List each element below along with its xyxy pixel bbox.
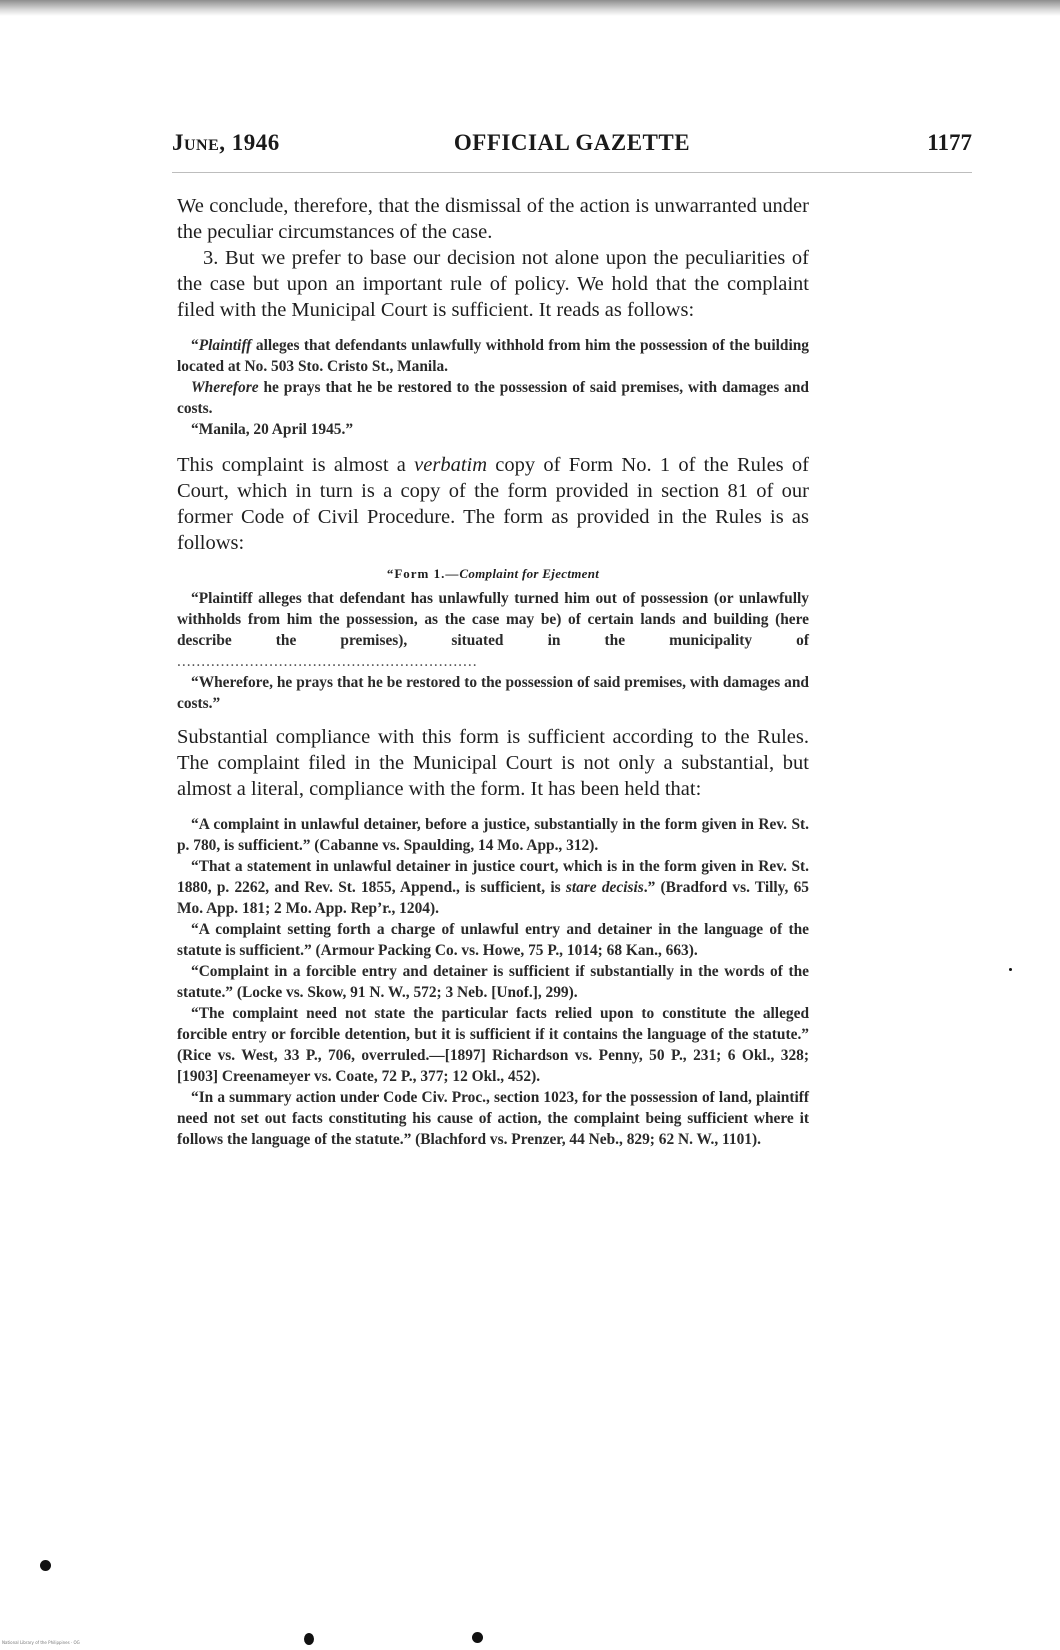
form-line: “Plaintiff alleges that defendant has unlawfully turned him out of possession (or unlawfully withholds from him the possession, as the case may be) of certain lands and building (here describe the premises), situated in the municipality of ..............................................................	[177, 590, 809, 670]
citation: “A complaint in unlawful detainer, before a justice, substantially in the form given in Rev. St. p. 780, is sufficient.” (Cabanne vs. Spaulding, 14 Mo. App., 312).	[177, 816, 809, 854]
paragraph-policy: 3. But we prefer to base our decision not alone upon the peculiarities of the case but upon an important rule of policy. We hold that the complaint filed with the Municipal Court is sufficient. It reads as follows:	[177, 247, 809, 321]
quote-line: Wherefore he prays that he be restored to the possession of said premises, with damages and costs.	[177, 379, 809, 417]
citation: “A complaint setting forth a charge of unlawful entry and detainer in the language of the statute is sufficient.” (Armour Packing Co. vs. Howe, 75 P., 1014; 68 Kan., 663).	[177, 921, 809, 959]
scan-footer-note: National Library of the Philippines · OG	[2, 1640, 80, 1645]
citation: “The complaint need not state the particular facts relied upon to constitute the alleged forcible entry or forcible detention, but it is sufficient if it contains the language of the statute.” (Rice vs. West, 33 P., 706, overruled.—[1897] Richardson vs. Penny, 50 P., 231; 6 Okl., 328; [1903] Creenameyer vs. Coate, 72 P., 377; 12 Okl., 452).	[177, 1005, 809, 1085]
scan-speck	[304, 1633, 314, 1645]
quote-line: “Plaintiff alleges that defendants unlawfully withhold from him the possession of the building located at No. 503 Sto. Cristo St., Manila.	[177, 337, 809, 375]
scan-speck	[1009, 968, 1012, 971]
paragraph-conclusion: We conclude, therefore, that the dismissal of the action is unwarranted under the peculiar circumstances of the case.	[177, 195, 809, 243]
header-date: June, 1946	[172, 130, 280, 155]
citation: “Complaint in a forcible entry and detainer is sufficient if substantially in the words of the statute.” (Locke vs. Skow, 91 N. W., 572; 3 Neb. [Unof.], 299).	[177, 963, 809, 1001]
scan-speck	[40, 1560, 51, 1571]
scan-top-edge	[0, 0, 1060, 16]
form-title: “Form 1.—Complaint for Ejectment	[386, 566, 600, 581]
header-title: OFFICIAL GAZETTE	[453, 130, 691, 155]
paragraph-substantial-compliance: Substantial compliance with this form is sufficient according to the Rules. The complaint filed in the Municipal Court is not only a substantial, but almost a literal, compliance with the form. It has been held that:	[177, 726, 809, 800]
form-line: “Wherefore, he prays that he be restored to the possession of said premises, with damages and costs.”	[177, 674, 809, 712]
citation: “In a summary action under Code Civ. Proc., section 1023, for the possession of land, plaintiff need not set out facts constituting his cause of action, the complaint being sufficient where it follows the language of the statute.” (Blachford vs. Prenzer, 44 Neb., 829; 62 N. W., 1101).	[177, 1089, 809, 1148]
page-number: 1177	[927, 130, 972, 155]
citation: “That a statement in unlawful detainer in justice court, which is in the form given in Rev. St. 1880, p. 2262, and Rev. St. 1855, Append., is sufficient, is stare decisis.” (Bradford vs. Tilly, 65 Mo. App. 181; 2 Mo. App. Rep’r., 1204).	[177, 858, 809, 917]
quote-line: “Manila, 20 April 1945.”	[191, 421, 354, 438]
quoted-complaint	[177, 335, 809, 440]
header-rule	[172, 172, 972, 173]
paragraph-form-reference: This complaint is almost a verbatim copy of Form No. 1 of the Rules of Court, which in turn is a copy of the form provided in section 81 of our former Code of Civil Procedure. The form as provided in the Rules is as follows:	[177, 454, 809, 554]
citations	[177, 814, 809, 1150]
form-text	[177, 588, 809, 714]
page-body	[177, 193, 809, 1150]
scan-speck	[472, 1632, 483, 1643]
